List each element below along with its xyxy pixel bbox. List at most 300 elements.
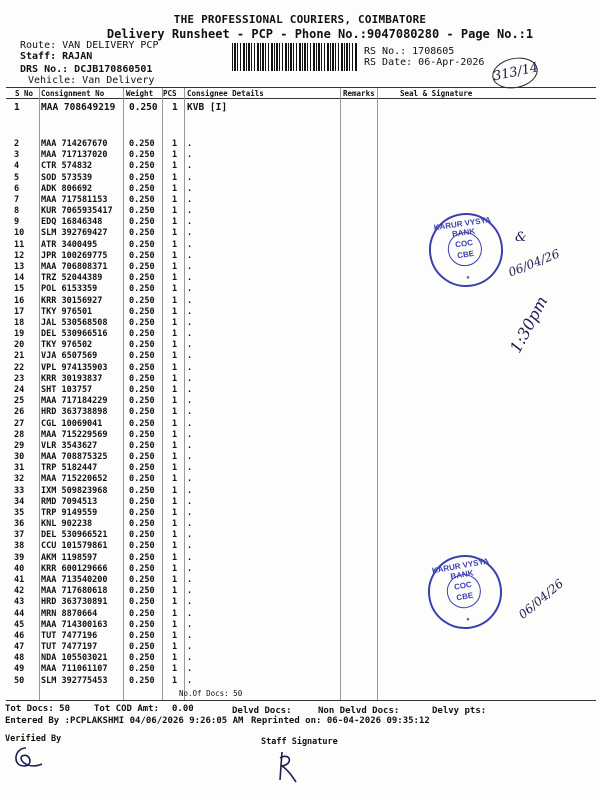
row-pcs: 1 <box>172 261 178 272</box>
row-sno: 38 <box>14 541 25 552</box>
row-sno: 23 <box>14 373 25 384</box>
row-sno: 28 <box>14 429 25 440</box>
row-weight: 0.250 <box>129 496 155 507</box>
row-sno: 42 <box>14 586 25 597</box>
row-consignment: RMD 7094513 <box>41 496 98 507</box>
table-row <box>0 251 600 262</box>
row-pcs: 1 <box>172 642 178 653</box>
row-sno: 17 <box>14 306 25 317</box>
row-weight: 0.250 <box>129 608 155 619</box>
row-details: . <box>187 675 193 686</box>
row-details: . <box>187 139 193 149</box>
row-consignment: MAA 715229569 <box>41 429 108 440</box>
table-header-rule <box>6 98 596 99</box>
row-pcs: 1 <box>172 250 178 261</box>
row-pcs: 1 <box>172 295 178 306</box>
verified-by-label: Verified By <box>5 734 62 744</box>
row-details: . <box>187 608 193 619</box>
table-bottom-rule <box>6 700 596 701</box>
stamp-center-bottom: CBE <box>456 248 475 261</box>
header-remarks: Remarks <box>343 89 375 98</box>
row-weight: 0.250 <box>129 429 155 440</box>
header-weight: Weight <box>126 89 154 98</box>
row-sno: 20 <box>14 340 25 351</box>
row-details: . <box>187 429 193 440</box>
row-sno: 47 <box>14 642 25 653</box>
row-consignment: MAA 706808371 <box>41 261 108 272</box>
header-consignee: Consignee Details <box>187 89 264 98</box>
row-weight: 0.250 <box>129 563 155 574</box>
stamp-center-bottom: CBE <box>455 590 474 603</box>
row-details: . <box>187 194 193 205</box>
delivered-docs: Delvd Docs: <box>232 706 292 716</box>
row-details: . <box>187 630 193 641</box>
row-consignment: EDQ 16846348 <box>41 217 103 228</box>
table-row <box>0 530 600 541</box>
row-pcs: 1 <box>172 239 178 250</box>
row-weight: 0.250 <box>129 217 155 228</box>
row-consignment: CCU 101579861 <box>41 541 108 552</box>
row-sno: 46 <box>14 630 25 641</box>
row-pcs: 1 <box>172 575 178 586</box>
table-row <box>0 206 600 217</box>
row-pcs: 1 <box>172 429 178 440</box>
handwritten-date: 06/04/26 <box>506 246 562 280</box>
row-sno: 10 <box>14 228 25 239</box>
table-row <box>0 553 600 564</box>
row-pcs: 1 <box>172 586 178 597</box>
row-weight: 0.250 <box>129 642 155 653</box>
row-consignment: MAA 711061107 <box>41 664 108 675</box>
row-weight: 0.250 <box>129 507 155 518</box>
row-sno: 5 <box>14 172 20 183</box>
row-sno: 26 <box>14 407 25 418</box>
row-pcs: 1 <box>172 507 178 518</box>
table-row <box>0 564 600 575</box>
row-sno: 13 <box>14 261 25 272</box>
row-weight: 0.250 <box>129 664 155 675</box>
row-consignment: SOD 573539 <box>41 172 93 183</box>
row-weight: 0.250 <box>129 183 155 194</box>
table-row <box>0 508 600 519</box>
barcode <box>232 43 358 71</box>
number-of-docs: No.Of Docs: 50 <box>179 689 243 698</box>
row-details: . <box>187 384 193 395</box>
row-sno: 49 <box>14 664 25 675</box>
row-details: . <box>187 306 193 317</box>
row-consignment: DEL 530966521 <box>41 530 108 541</box>
row-pcs: 1 <box>172 284 178 295</box>
row-sno: 41 <box>14 575 25 586</box>
table-row <box>0 363 600 374</box>
table-row <box>0 430 600 441</box>
row-sno: 22 <box>14 362 25 373</box>
row-pcs: 1 <box>172 519 178 530</box>
row-pcs: 1 <box>172 384 178 395</box>
stamp-center-top: COC <box>454 238 474 250</box>
table-row <box>0 228 600 239</box>
row-consignment: VJA 6507569 <box>41 351 98 362</box>
row-pcs: 1 <box>172 496 178 507</box>
row-weight: 0.250 <box>129 295 155 306</box>
row-pcs: 1 <box>172 597 178 608</box>
staff-signature-label: Staff Signature <box>261 737 338 747</box>
table-row <box>0 597 600 608</box>
table-row <box>0 620 600 631</box>
row-weight: 0.250 <box>129 150 155 161</box>
row-pcs: 1 <box>172 206 178 217</box>
row-consignment: CGL 10069041 <box>41 418 103 429</box>
row-sno: 35 <box>14 507 25 518</box>
row-pcs: 1 <box>172 541 178 552</box>
row-weight: 0.250 <box>129 407 155 418</box>
table-row <box>0 486 600 497</box>
header-pcs: PCS <box>163 89 177 98</box>
handwritten-date: 06/04/26 <box>515 576 567 622</box>
row-pcs: 1 <box>172 161 178 172</box>
table-row <box>0 240 600 251</box>
row-pcs: 1 <box>172 653 178 664</box>
table-row <box>0 284 600 295</box>
row-consignment: KUR 7065935417 <box>41 206 113 217</box>
row-details: . <box>187 541 193 552</box>
row-pcs: 1 <box>172 418 178 429</box>
row-sno: 29 <box>14 440 25 451</box>
row-consignment: TUT 7477196 <box>41 630 98 641</box>
row-details: . <box>187 273 193 284</box>
row-sno: 43 <box>14 597 25 608</box>
row-details: . <box>187 161 193 172</box>
row-pcs: 1 <box>172 150 178 161</box>
handwritten-number: 313/14 <box>489 54 540 93</box>
row-weight: 0.250 <box>129 351 155 362</box>
table-row <box>0 396 600 407</box>
row-pcs: 1 <box>172 530 178 541</box>
row-weight: 0.250 <box>129 102 158 113</box>
handwritten-time: 1:30pm <box>505 292 552 357</box>
row-consignment: AKM 1198597 <box>41 552 98 563</box>
row-weight: 0.250 <box>129 362 155 373</box>
row-details: . <box>187 228 193 239</box>
row-weight: 0.250 <box>129 630 155 641</box>
row-details: . <box>187 597 193 608</box>
row-sno: 25 <box>14 396 25 407</box>
row-pcs: 1 <box>172 563 178 574</box>
row-consignment: MAA 714267670 <box>41 139 108 149</box>
row-weight: 0.250 <box>129 653 155 664</box>
row-weight: 0.250 <box>129 172 155 183</box>
row-weight: 0.250 <box>129 619 155 630</box>
row-consignment: JPR 100269775 <box>41 250 108 261</box>
table-row <box>0 642 600 653</box>
staff-signature <box>272 748 302 788</box>
row-pcs: 1 <box>172 340 178 351</box>
row-details: . <box>187 329 193 340</box>
row-details: . <box>187 183 193 194</box>
stamp-center-top: COC <box>453 579 473 592</box>
row-weight: 0.250 <box>129 284 155 295</box>
row-pcs: 1 <box>172 552 178 563</box>
row-details: . <box>187 317 193 328</box>
row-pcs: 1 <box>172 463 178 474</box>
row-weight: 0.250 <box>129 575 155 586</box>
table-row <box>0 474 600 485</box>
row-consignment: SLM 392775453 <box>41 675 108 686</box>
row-consignment: IXM 509823968 <box>41 485 108 496</box>
row-pcs: 1 <box>172 273 178 284</box>
table-row <box>0 351 600 362</box>
table-row <box>0 609 600 620</box>
row-consignment: POL 6153359 <box>41 284 98 295</box>
table-row <box>0 217 600 228</box>
row-pcs: 1 <box>172 485 178 496</box>
row-pcs: 1 <box>172 619 178 630</box>
row-sno: 33 <box>14 485 25 496</box>
table-row <box>0 519 600 530</box>
row-sno: 12 <box>14 250 25 261</box>
row-details: . <box>187 563 193 574</box>
table-row <box>0 664 600 675</box>
row-pcs: 1 <box>172 194 178 205</box>
table-row <box>0 575 600 586</box>
row-consignment: KRR 30156927 <box>41 295 103 306</box>
delivery-points: Delvy pts: <box>432 706 487 716</box>
row-sno: 15 <box>14 284 25 295</box>
row-sno: 4 <box>14 161 20 172</box>
row-sno: 27 <box>14 418 25 429</box>
verified-signature <box>8 742 48 776</box>
table-row <box>0 497 600 508</box>
row-details: . <box>187 373 193 384</box>
row-consignment: VLR 3543627 <box>41 440 98 451</box>
row-consignment: CTR 574832 <box>41 161 93 172</box>
row-pcs: 1 <box>172 440 178 451</box>
total-cod-value: 0.00 <box>172 704 194 714</box>
row-details: . <box>187 351 193 362</box>
row-details: KVB [I] <box>187 102 228 113</box>
row-sno: 24 <box>14 384 25 395</box>
table-row <box>0 407 600 418</box>
row-pcs: 1 <box>172 396 178 407</box>
row-sno: 2 <box>14 139 20 149</box>
row-weight: 0.250 <box>129 675 155 686</box>
row-weight: 0.250 <box>129 485 155 496</box>
row-weight: 0.250 <box>129 228 155 239</box>
row-details: . <box>187 217 193 228</box>
row-details: . <box>187 340 193 351</box>
row-sno: 6 <box>14 183 20 194</box>
row-weight: 0.250 <box>129 597 155 608</box>
table-row <box>0 676 600 687</box>
row-consignment: TUT 7477197 <box>41 642 98 653</box>
drs-number: DRS No.: DCJB170860501 <box>20 64 153 75</box>
row-sno: 39 <box>14 552 25 563</box>
row-sno: 36 <box>14 519 25 530</box>
rs-number: RS No.: 1708605 <box>364 46 455 57</box>
row-consignment: MAA 717184229 <box>41 396 108 407</box>
row-weight: 0.250 <box>129 396 155 407</box>
row-weight: 0.250 <box>129 317 155 328</box>
row-sno: 19 <box>14 329 25 340</box>
row-weight: 0.250 <box>129 161 155 172</box>
row-pcs: 1 <box>172 407 178 418</box>
row-pcs: 1 <box>172 172 178 183</box>
row-sno: 1 <box>14 102 20 113</box>
row-weight: 0.250 <box>129 474 155 485</box>
row-details: . <box>187 172 193 183</box>
row-sno: 7 <box>14 194 20 205</box>
header-consignment: Consignment No <box>41 89 105 98</box>
row-weight: 0.250 <box>129 463 155 474</box>
row-sno: 14 <box>14 273 25 284</box>
row-pcs: 1 <box>172 664 178 675</box>
stamp-star-icon: ★ <box>465 614 471 624</box>
row-consignment: TKY 976502 <box>41 340 93 351</box>
row-consignment: KRR 600129666 <box>41 563 108 574</box>
row-sno: 11 <box>14 239 25 250</box>
row-sno: 9 <box>14 217 20 228</box>
row-consignment: VPL 974135903 <box>41 362 108 373</box>
row-details: . <box>187 150 193 161</box>
header-sno: S No <box>15 89 34 98</box>
table-row <box>0 184 600 195</box>
row-consignment: SHT 103757 <box>41 384 93 395</box>
row-consignment: HRD 363738898 <box>41 407 108 418</box>
row-pcs: 1 <box>172 228 178 239</box>
row-consignment: ATR 3400495 <box>41 239 98 250</box>
row-weight: 0.250 <box>129 586 155 597</box>
row-details: . <box>187 530 193 541</box>
row-weight: 0.250 <box>129 239 155 250</box>
row-sno: 8 <box>14 206 20 217</box>
row-weight: 0.250 <box>129 519 155 530</box>
row-details: . <box>187 575 193 586</box>
row-details: . <box>187 485 193 496</box>
table-row <box>0 631 600 642</box>
row-consignment: MAA 714300163 <box>41 619 108 630</box>
table-row <box>0 452 600 463</box>
row-weight: 0.250 <box>129 440 155 451</box>
row-consignment: MAA 717581153 <box>41 194 108 205</box>
row-pcs: 1 <box>172 474 178 485</box>
row-weight: 0.250 <box>129 541 155 552</box>
row-details: . <box>187 507 193 518</box>
row-details: . <box>187 396 193 407</box>
row-sno: 21 <box>14 351 25 362</box>
row-sno: 16 <box>14 295 25 306</box>
route-label: Route: VAN DELIVERY PCP <box>20 40 159 51</box>
row-details: . <box>187 463 193 474</box>
row-pcs: 1 <box>172 329 178 340</box>
table-row <box>0 150 600 161</box>
row-details: . <box>187 496 193 507</box>
row-consignment: TRP 9149559 <box>41 507 98 518</box>
total-cod-label: Tot COD Amt: <box>94 704 160 714</box>
table-top-rule <box>6 87 596 88</box>
row-pcs: 1 <box>172 362 178 373</box>
row-pcs: 1 <box>172 217 178 228</box>
row-consignment: DEL 530966516 <box>41 329 108 340</box>
row-pcs: 1 <box>172 608 178 619</box>
row-details: . <box>187 418 193 429</box>
rs-date: RS Date: 06-Apr-2026 <box>364 57 485 68</box>
row-consignment: NDA 105503021 <box>41 653 108 664</box>
table-row <box>0 374 600 385</box>
vehicle-label: Vehicle: Van Delivery <box>28 75 155 86</box>
row-sno: 3 <box>14 150 20 161</box>
total-docs: Tot Docs: 50 <box>5 704 71 714</box>
row-details: . <box>187 519 193 530</box>
row-consignment: SLM 392769427 <box>41 228 108 239</box>
row-details: . <box>187 642 193 653</box>
row-weight: 0.250 <box>129 373 155 384</box>
entered-by: Entered By :PCPLAKSHMI 04/06/2026 9:26:05 AM <box>5 716 244 726</box>
row-weight: 0.250 <box>129 194 155 205</box>
stamp-ring-text: KARUR VYSYA BANK <box>431 556 490 582</box>
row-weight: 0.250 <box>129 273 155 284</box>
row-details: . <box>187 474 193 485</box>
row-sno: 45 <box>14 619 25 630</box>
non-delivered-docs: Non Delvd Docs: <box>318 706 400 716</box>
row-pcs: 1 <box>172 139 178 149</box>
row-pcs: 1 <box>172 675 178 686</box>
row-details: . <box>187 407 193 418</box>
row-consignment: TKY 976501 <box>41 306 93 317</box>
row-sno: 40 <box>14 563 25 574</box>
row-details: . <box>187 552 193 563</box>
header-seal: Seal & Signature <box>400 89 473 98</box>
table-row <box>0 419 600 430</box>
row-sno: 44 <box>14 608 25 619</box>
row-consignment: ADK 806692 <box>41 183 93 194</box>
row-weight: 0.250 <box>129 139 155 149</box>
row-details: . <box>187 250 193 261</box>
runsheet-title: Delivery Runsheet - PCP - Phone No.:9047080280 - Page No.:1 <box>106 27 534 41</box>
row-consignment: MAA 708649219 <box>41 102 116 113</box>
row-pcs: 1 <box>172 351 178 362</box>
row-sno: 50 <box>14 675 25 686</box>
table-row <box>0 385 600 396</box>
row-consignment: HRD 363730891 <box>41 597 108 608</box>
staff-label: Staff: RAJAN <box>20 51 93 62</box>
row-sno: 48 <box>14 653 25 664</box>
row-consignment: MAA 717137020 <box>41 150 108 161</box>
row-sno: 32 <box>14 474 25 485</box>
row-weight: 0.250 <box>129 340 155 351</box>
row-weight: 0.250 <box>129 530 155 541</box>
table-row <box>0 161 600 172</box>
row-sno: 31 <box>14 463 25 474</box>
row-weight: 0.250 <box>129 384 155 395</box>
stamp-star-icon: ★ <box>465 272 471 282</box>
table-row <box>0 318 600 329</box>
row-details: . <box>187 664 193 675</box>
table-row <box>0 441 600 452</box>
table-row <box>0 296 600 307</box>
row-details: . <box>187 261 193 272</box>
table-row <box>0 541 600 552</box>
row-pcs: 1 <box>172 317 178 328</box>
row-weight: 0.250 <box>129 329 155 340</box>
row-sno: 34 <box>14 496 25 507</box>
row-details: . <box>187 440 193 451</box>
row-pcs: 1 <box>172 630 178 641</box>
row-sno: 18 <box>14 317 25 328</box>
row-pcs: 1 <box>172 306 178 317</box>
table-row <box>0 586 600 597</box>
signature-mark: & <box>515 230 527 245</box>
row-sno: 37 <box>14 530 25 541</box>
